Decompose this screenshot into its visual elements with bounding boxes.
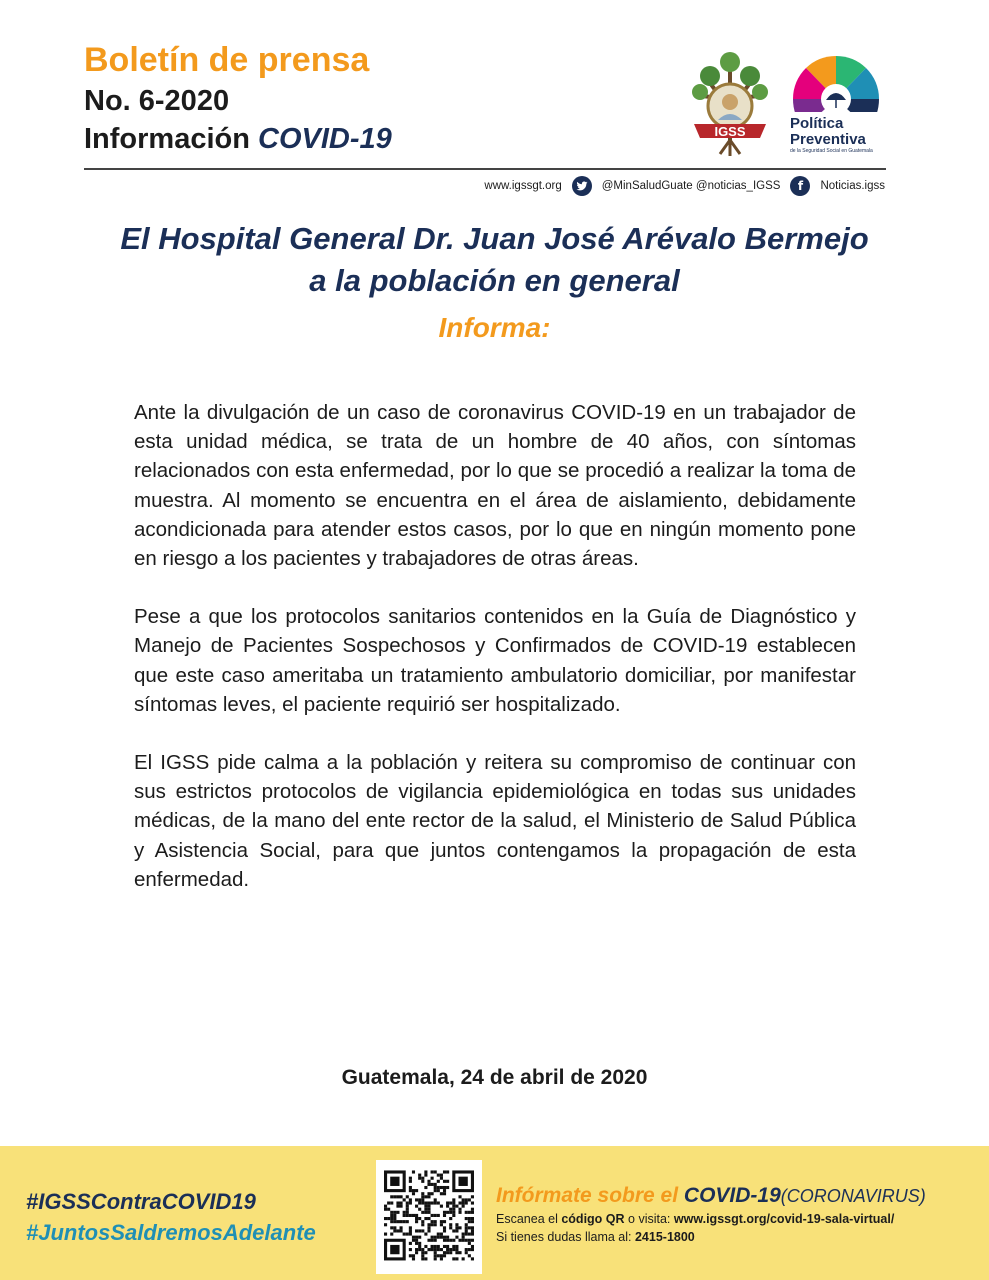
scan-mid: o visita: [628,1212,671,1226]
header-divider [84,168,886,170]
info-title-text: Infórmate sobre el [496,1184,679,1207]
twitter-handles[interactable]: @MinSaludGuate @noticias_IGSS [601,180,781,192]
hashtags [26,1186,316,1248]
politica-line2: Preventiva [790,131,866,148]
scan-url-link[interactable]: www.igssgt.org/covid-19-sala-virtual/ [673,1212,895,1226]
footer-info [496,1182,976,1246]
politica-line1: Política [790,115,844,132]
igss-logo-text: IGSS [714,124,746,139]
bulletin-title: Boletín de prensa [84,41,370,79]
body-paragraph-2: Pese a que los protocolos sanitarios contenidos en la Guía de Diagnóstico y Manejo de Pacientes Sospechosos y Confirmados de COVID-19 establecen que este caso ameritaba un tratamiento ambulatorio domiciliar, por manifestar síntomas leves, el paciente requirió ser hospitalizado. [134,605,856,716]
hashtag-2[interactable]: #JuntosSaldremosAdelante [26,1220,316,1245]
bulletin-info-highlight: COVID-19 [258,123,392,155]
igss-logo [680,48,780,158]
info-covid-text: COVID-19 [683,1184,781,1207]
footer-banner [0,1146,989,1280]
politica-preventiva-logo [786,54,886,154]
scan-prefix: Escanea el [496,1212,558,1226]
body-text [134,398,856,923]
headline [0,218,989,302]
phone-number[interactable]: 2415-1800 [634,1230,695,1244]
headline-line2: a la población en general [309,263,680,298]
scan-bold: código QR [561,1212,625,1226]
scan-line [496,1210,976,1228]
facebook-page[interactable]: Noticias.igss [820,180,885,192]
logos [680,48,890,160]
bulletin-info-prefix: Información [84,123,250,155]
qr-code[interactable] [376,1160,482,1274]
informa-label: Informa: [438,312,551,343]
politica-line3: de la Seguridad Social en Guatemala [790,148,873,154]
hashtag-1[interactable]: #IGSSContraCOVID19 [26,1189,256,1214]
header-block [84,40,392,158]
footer-info-title [496,1182,976,1210]
bulletin-info [84,120,392,158]
bulletin-number: No. 6-2020 [84,85,230,117]
twitter-icon [572,176,592,196]
phone-prefix: Si tienes dudas llama al: [496,1230,632,1244]
qr-code-graphic [384,1170,474,1264]
social-row [484,176,885,196]
facebook-icon: f [790,176,810,196]
body-paragraph-1: Ante la divulgación de un caso de coronavirus COVID-19 en un trabajador de esta unidad médica, se trata de un hombre de 40 años, con síntomas relacionados con esta enfermedad, por lo que se procedió a realizar la toma de muestra. Al momento se encuentra en el área de aislamiento, debidamente acondicionada para atender estos casos, por lo que en ningún momento pone en riesgo a los pacientes y trabajadores de otras áreas. [134,401,856,571]
date-line: Guatemala, 24 de abril de 2020 [341,1066,648,1089]
phone-line [496,1228,976,1246]
info-coronavirus-text: (CORONAVIRUS) [780,1186,926,1206]
body-paragraph-3: El IGSS pide calma a la población y reitera su compromiso de continuar con sus estrictos protocolos de vigilancia epidemiológica en todas sus unidades médicas, de la mano del ente rector de la salud, el Ministerio de Salud Pública y Asistencia Social, para que juntos contengamos la propagación de esta enfermedad. [134,751,856,891]
website-link[interactable]: www.igssgt.org [484,180,562,192]
headline-line1: El Hospital General Dr. Juan José Arévalo Bermejo [120,221,869,256]
